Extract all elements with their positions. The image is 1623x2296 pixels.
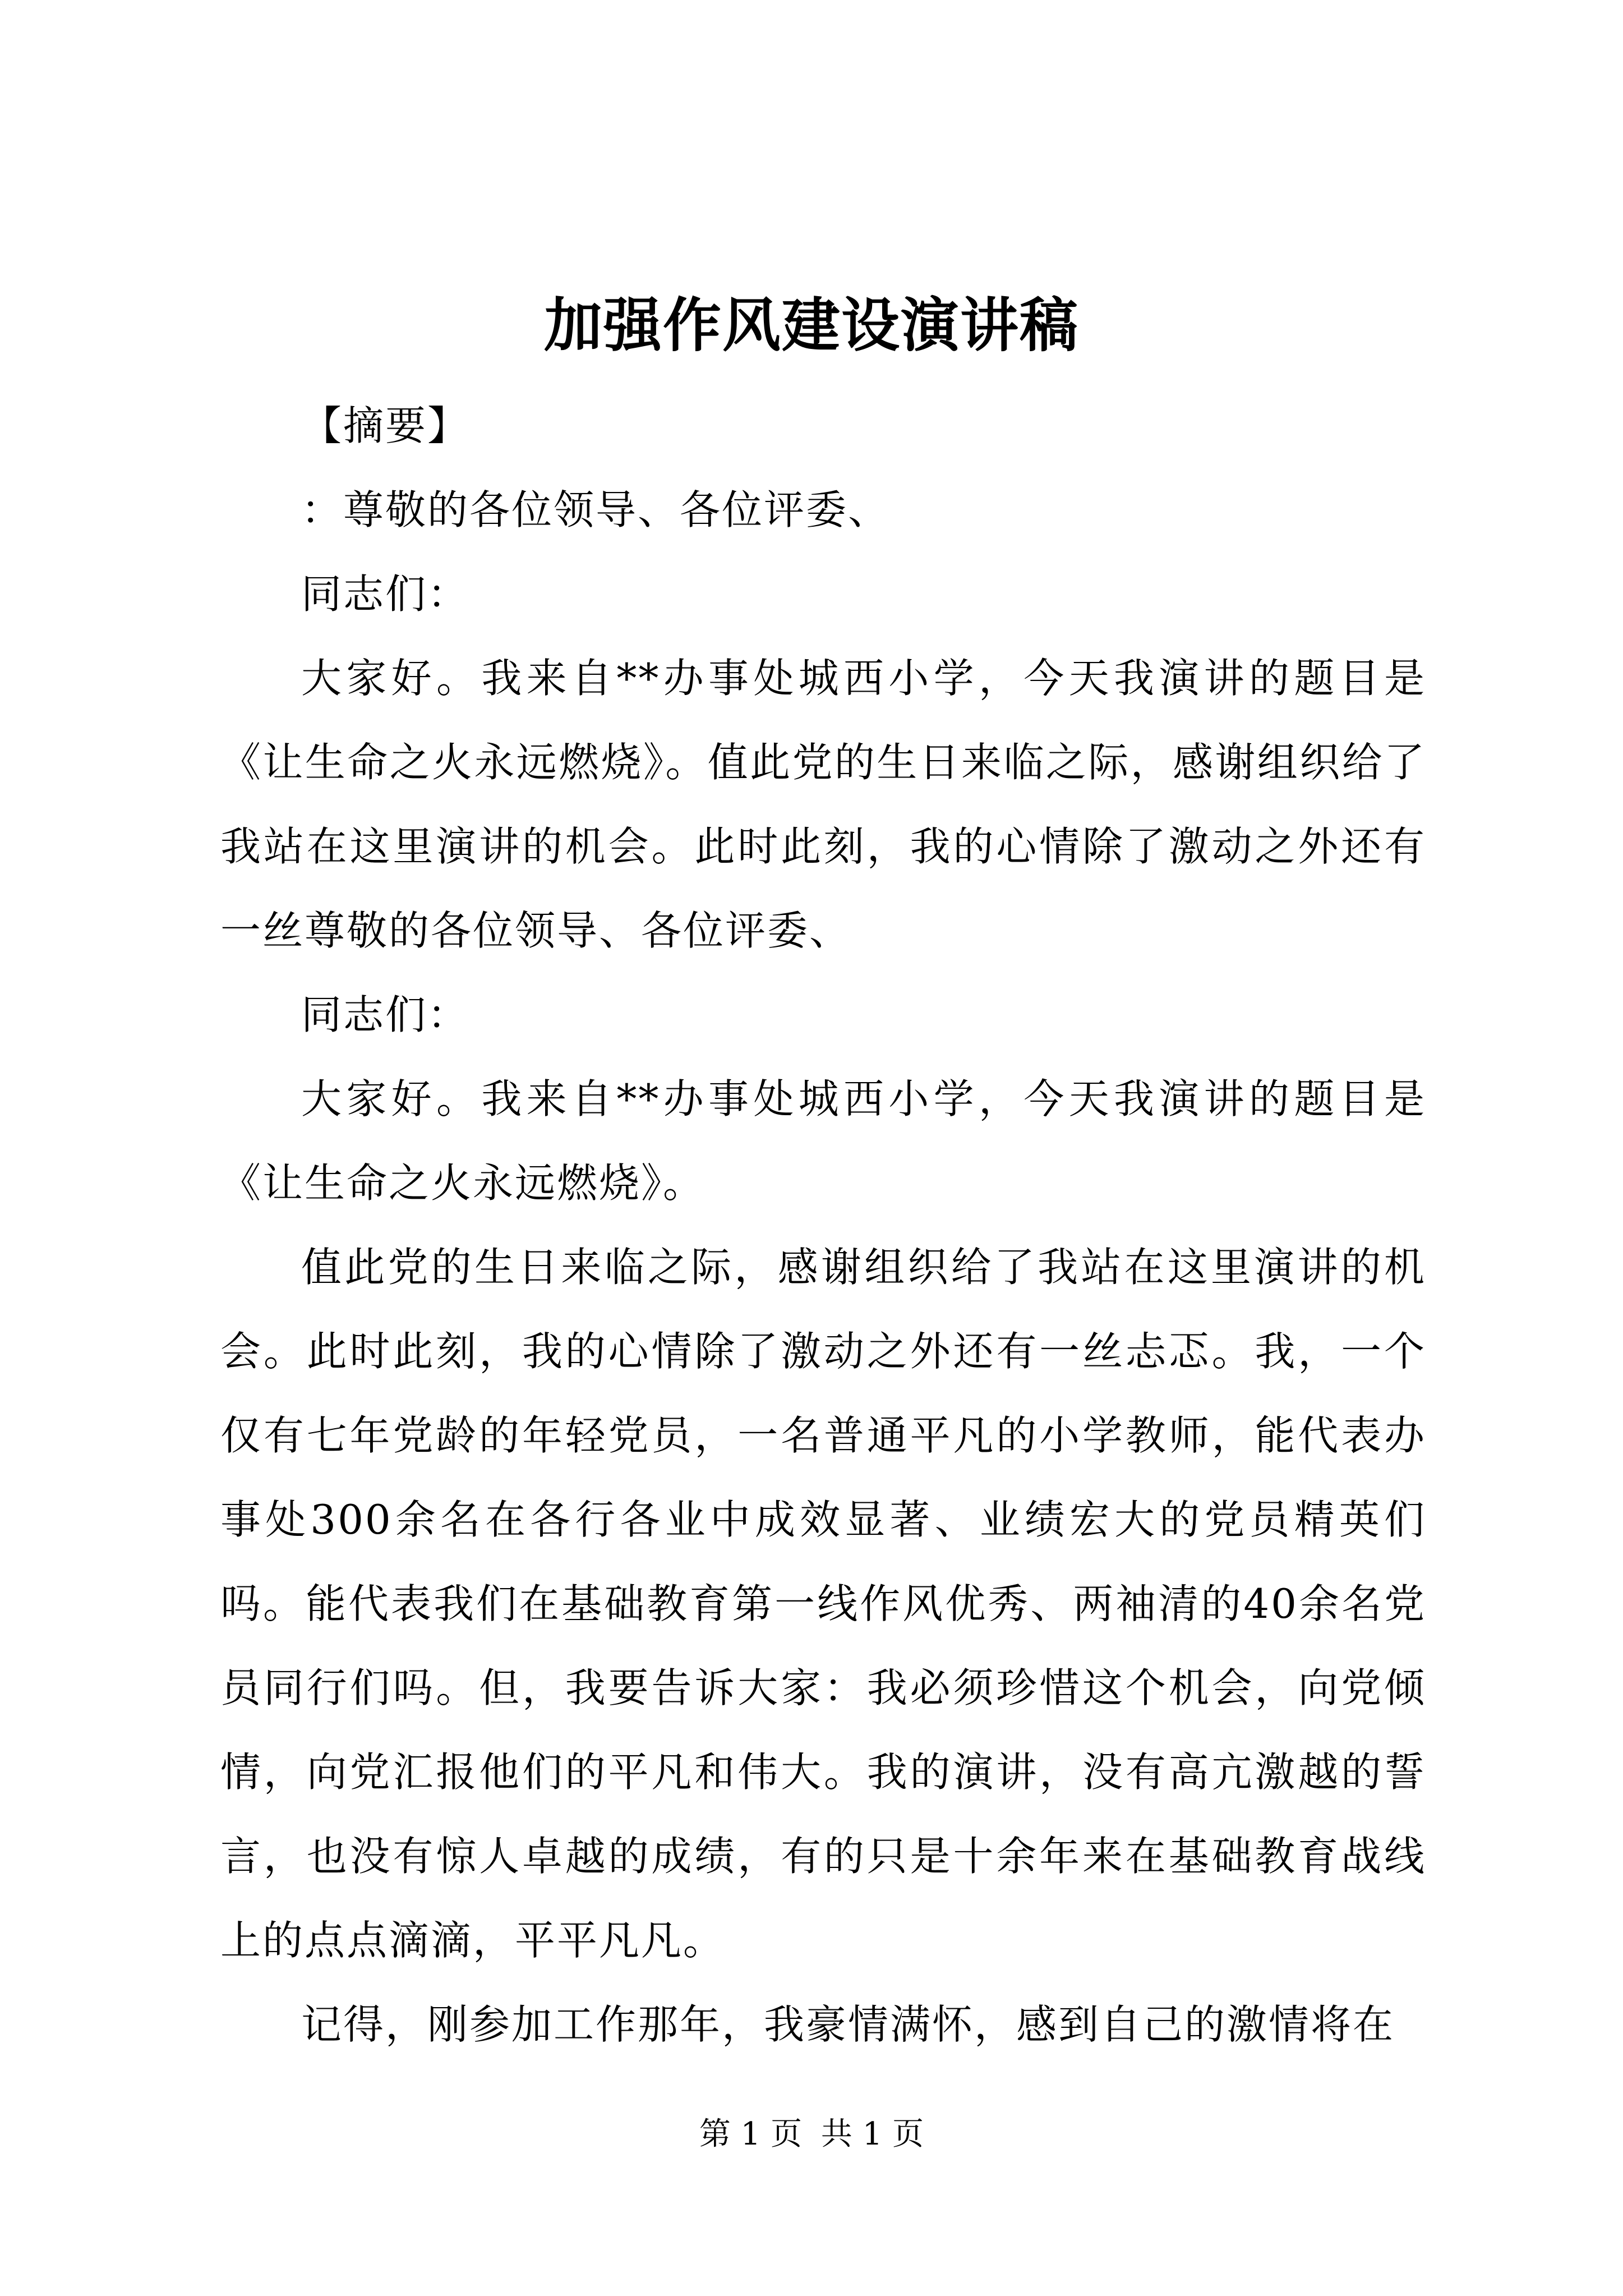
paragraph-intro: 大家好。我来自**办事处城西小学，今天我演讲的题目是《让生命之火永远燃烧》。值此党的生日来临之际，感谢组织给了我站在这里演讲的机会。此时此刻，我的心情除了激动之外还有一丝尊敬的各位领导、各位评委、	[220, 655, 1426, 954]
document-title: 加强作风建设演讲稿	[543, 291, 1079, 360]
paragraph-comrades: 同志们：	[301, 570, 470, 618]
page-footer	[0, 2112, 1623, 2157]
paragraph-abstract-heading: 【摘要】	[301, 402, 470, 449]
paragraph-comrades-repeat: 同志们：	[301, 991, 470, 1038]
page-total: 共 1 页	[820, 2116, 924, 2152]
paragraph-salutation: ：尊敬的各位领导、各位评委、	[301, 486, 891, 533]
page-number: 第 1 页	[699, 2116, 803, 2152]
document-body	[220, 384, 1426, 2067]
paragraph-intro-repeat: 大家好。我来自**办事处城西小学，今天我演讲的题目是《让生命之火永远燃烧》。	[220, 1075, 1426, 1207]
paragraph-recollection: 记得，刚参加工作那年，我豪情满怀，感到自己的激情将在	[301, 2001, 1395, 2048]
paragraph-main: 值此党的生日来临之际，感谢组织给了我站在这里演讲的机会。此时此刻，我的心情除了激动之外还有一丝忐忑。我，一个仅有七年党龄的年轻党员，一名普通平凡的小学教师，能代表办事处300余名在各行各业中成效显著、业绩宏大的党员精英们吗。能代表我们在基础教育第一线作风优秀、两袖清的40余名党员同行们吗。但，我要告诉大家：我必须珍惜这个机会，向党倾情，向党汇报他们的平凡和伟大。我的演讲，没有高亢激越的誓言，也没有惊人卓越的成绩，有的只是十余年来在基础教育战线上的点点滴滴，平平凡凡。	[220, 1244, 1426, 1964]
